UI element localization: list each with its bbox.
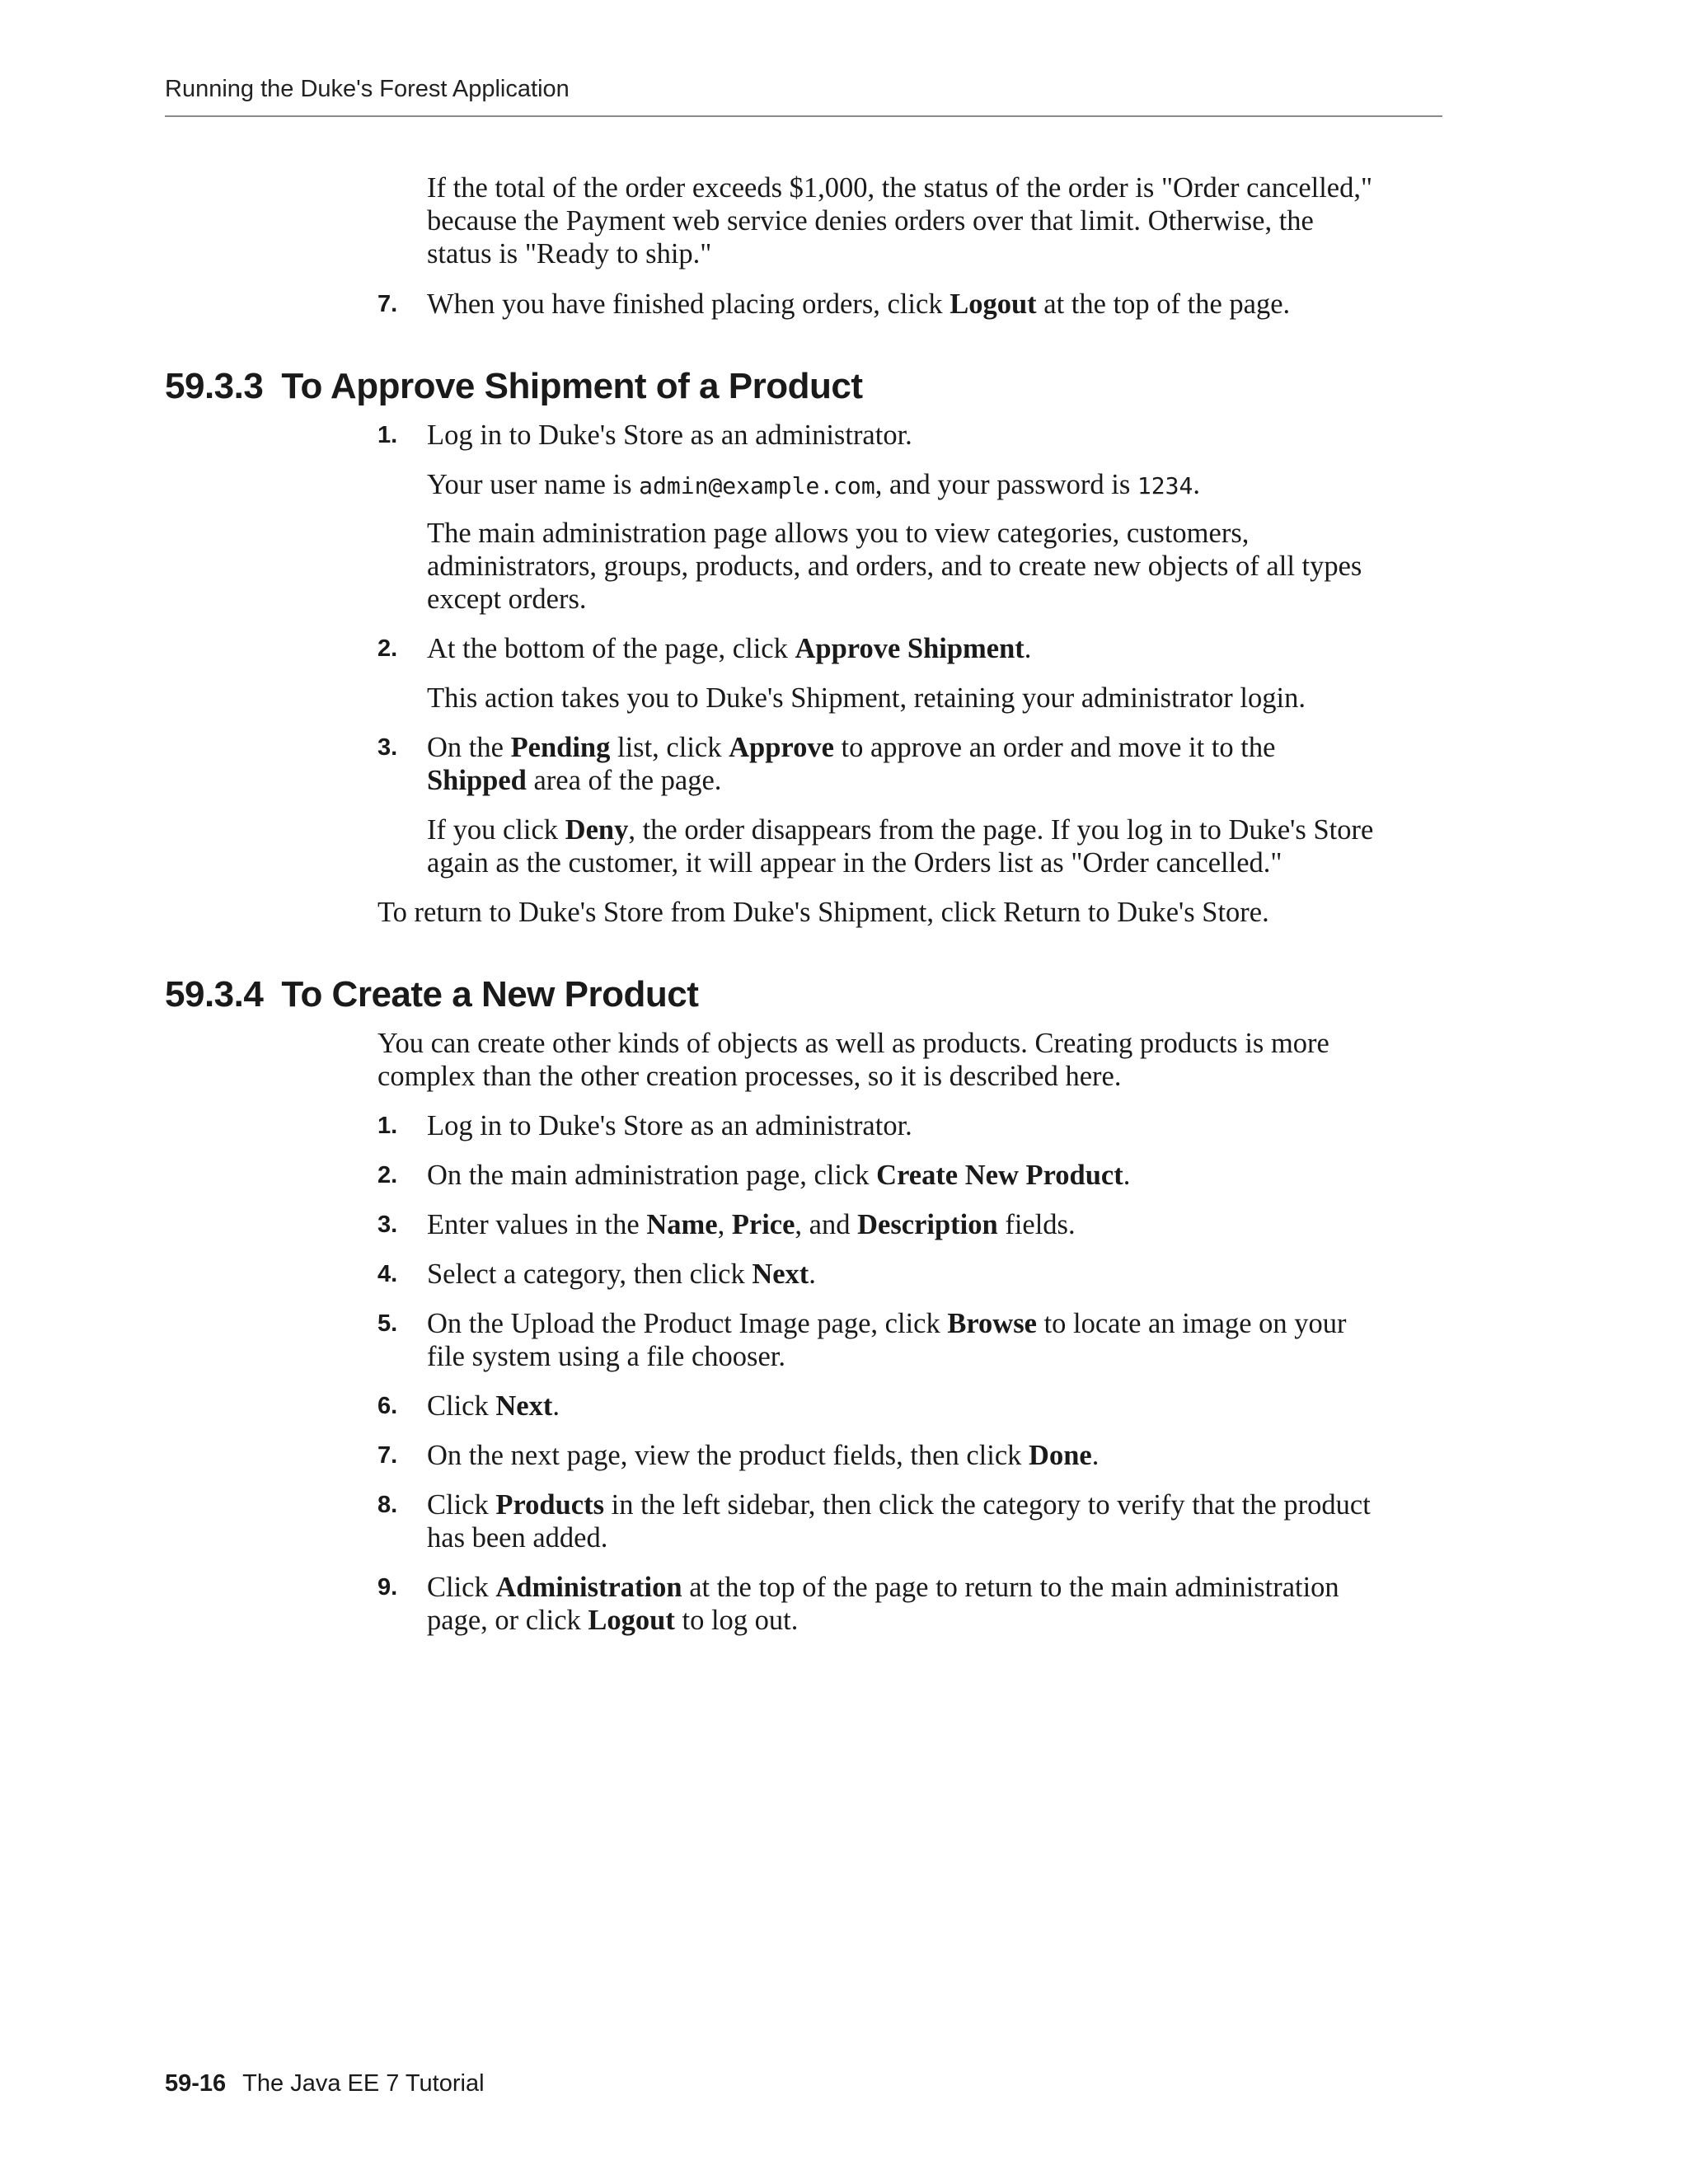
step-text: When you have finished placing orders, click Logout at the top of the page. [427,288,1291,320]
closing-paragraph: To return to Duke's Store from Duke's Shipment, click Return to Duke's Store. [377,897,1269,928]
step-detail: administrators, groups, products, and orders, and to create new objects of all types [427,551,1362,582]
step-text: At the bottom of the page, click Approve Shipment. [427,633,1032,664]
paragraph-line: because the Payment web service denies orders over that limit. Otherwise, the [427,205,1314,237]
step-text: Log in to Duke's Store as an administrator. [427,419,912,451]
step-number: 4. [377,1261,398,1287]
step-number: 2. [377,1162,398,1188]
step-number: 1. [377,422,398,448]
step-number: 7. [377,291,398,317]
step-detail: The main administration page allows you to view categories, customers, [427,518,1250,549]
section-intro: You can create other kinds of objects as well as products. Creating products is more [377,1028,1329,1059]
step-text: Shipped area of the page. [427,765,722,796]
section-heading: 59.3.4 To Create a New Product [165,974,699,1015]
step-text: Click Products in the left sidebar, then click the category to verify that the product [427,1489,1371,1521]
step-number: 3. [377,1212,398,1238]
step-number: 1. [377,1113,398,1139]
step-text: Enter values in the Name, Price, and Description fields. [427,1209,1076,1240]
step-number: 8. [377,1492,398,1518]
step-text: page, or click Logout to log out. [427,1605,799,1636]
book-title: The Java EE 7 Tutorial [242,2070,485,2097]
step-detail: except orders. [427,583,587,615]
step-number: 3. [377,734,398,761]
paragraph-line: If the total of the order exceeds $1,000, the status of the order is "Order cancelled," [427,172,1373,204]
running-header: Running the Duke's Forest Application [165,76,570,102]
step-detail: again as the customer, it will appear in the Orders list as "Order cancelled." [427,847,1282,879]
paragraph-line: status is "Ready to ship." [427,238,712,269]
section-heading: 59.3.3 To Approve Shipment of a Product [165,366,863,406]
step-text: file system using a file chooser. [427,1341,785,1372]
page-number: 59-16 [165,2070,227,2097]
step-text: On the next page, view the product fields, then click Done. [427,1440,1100,1471]
step-detail: If you click Deny, the order disappears from the page. If you log in to Duke's Store [427,814,1374,846]
step-number: 7. [377,1442,398,1469]
step-number: 2. [377,635,398,662]
header-rule [165,115,1442,117]
page-footer [165,2070,485,2097]
code-username: admin@example.com [639,472,875,499]
step-text: Click Next. [427,1390,560,1422]
step-detail: Your user name is admin@example.com, and your password is 1234. [427,469,1200,500]
step-text: Select a category, then click Next. [427,1258,816,1290]
step-text: Log in to Duke's Store as an administrator. [427,1110,912,1141]
step-number: 9. [377,1574,398,1601]
step-text: On the main administration page, click Create New Product. [427,1160,1131,1191]
step-detail: This action takes you to Duke's Shipment, retaining your administrator login. [427,682,1306,714]
step-number: 5. [377,1310,398,1337]
step-text: On the Pending list, click Approve to approve an order and move it to the [427,732,1276,763]
section-intro: complex than the other creation processes, so it is described here. [377,1061,1122,1092]
step-text: On the Upload the Product Image page, click Browse to locate an image on your [427,1308,1347,1339]
step-number: 6. [377,1393,398,1419]
step-text: Click Administration at the top of the page to return to the main administration [427,1572,1339,1603]
code-password: 1234 [1137,472,1193,499]
step-text: has been added. [427,1522,608,1554]
